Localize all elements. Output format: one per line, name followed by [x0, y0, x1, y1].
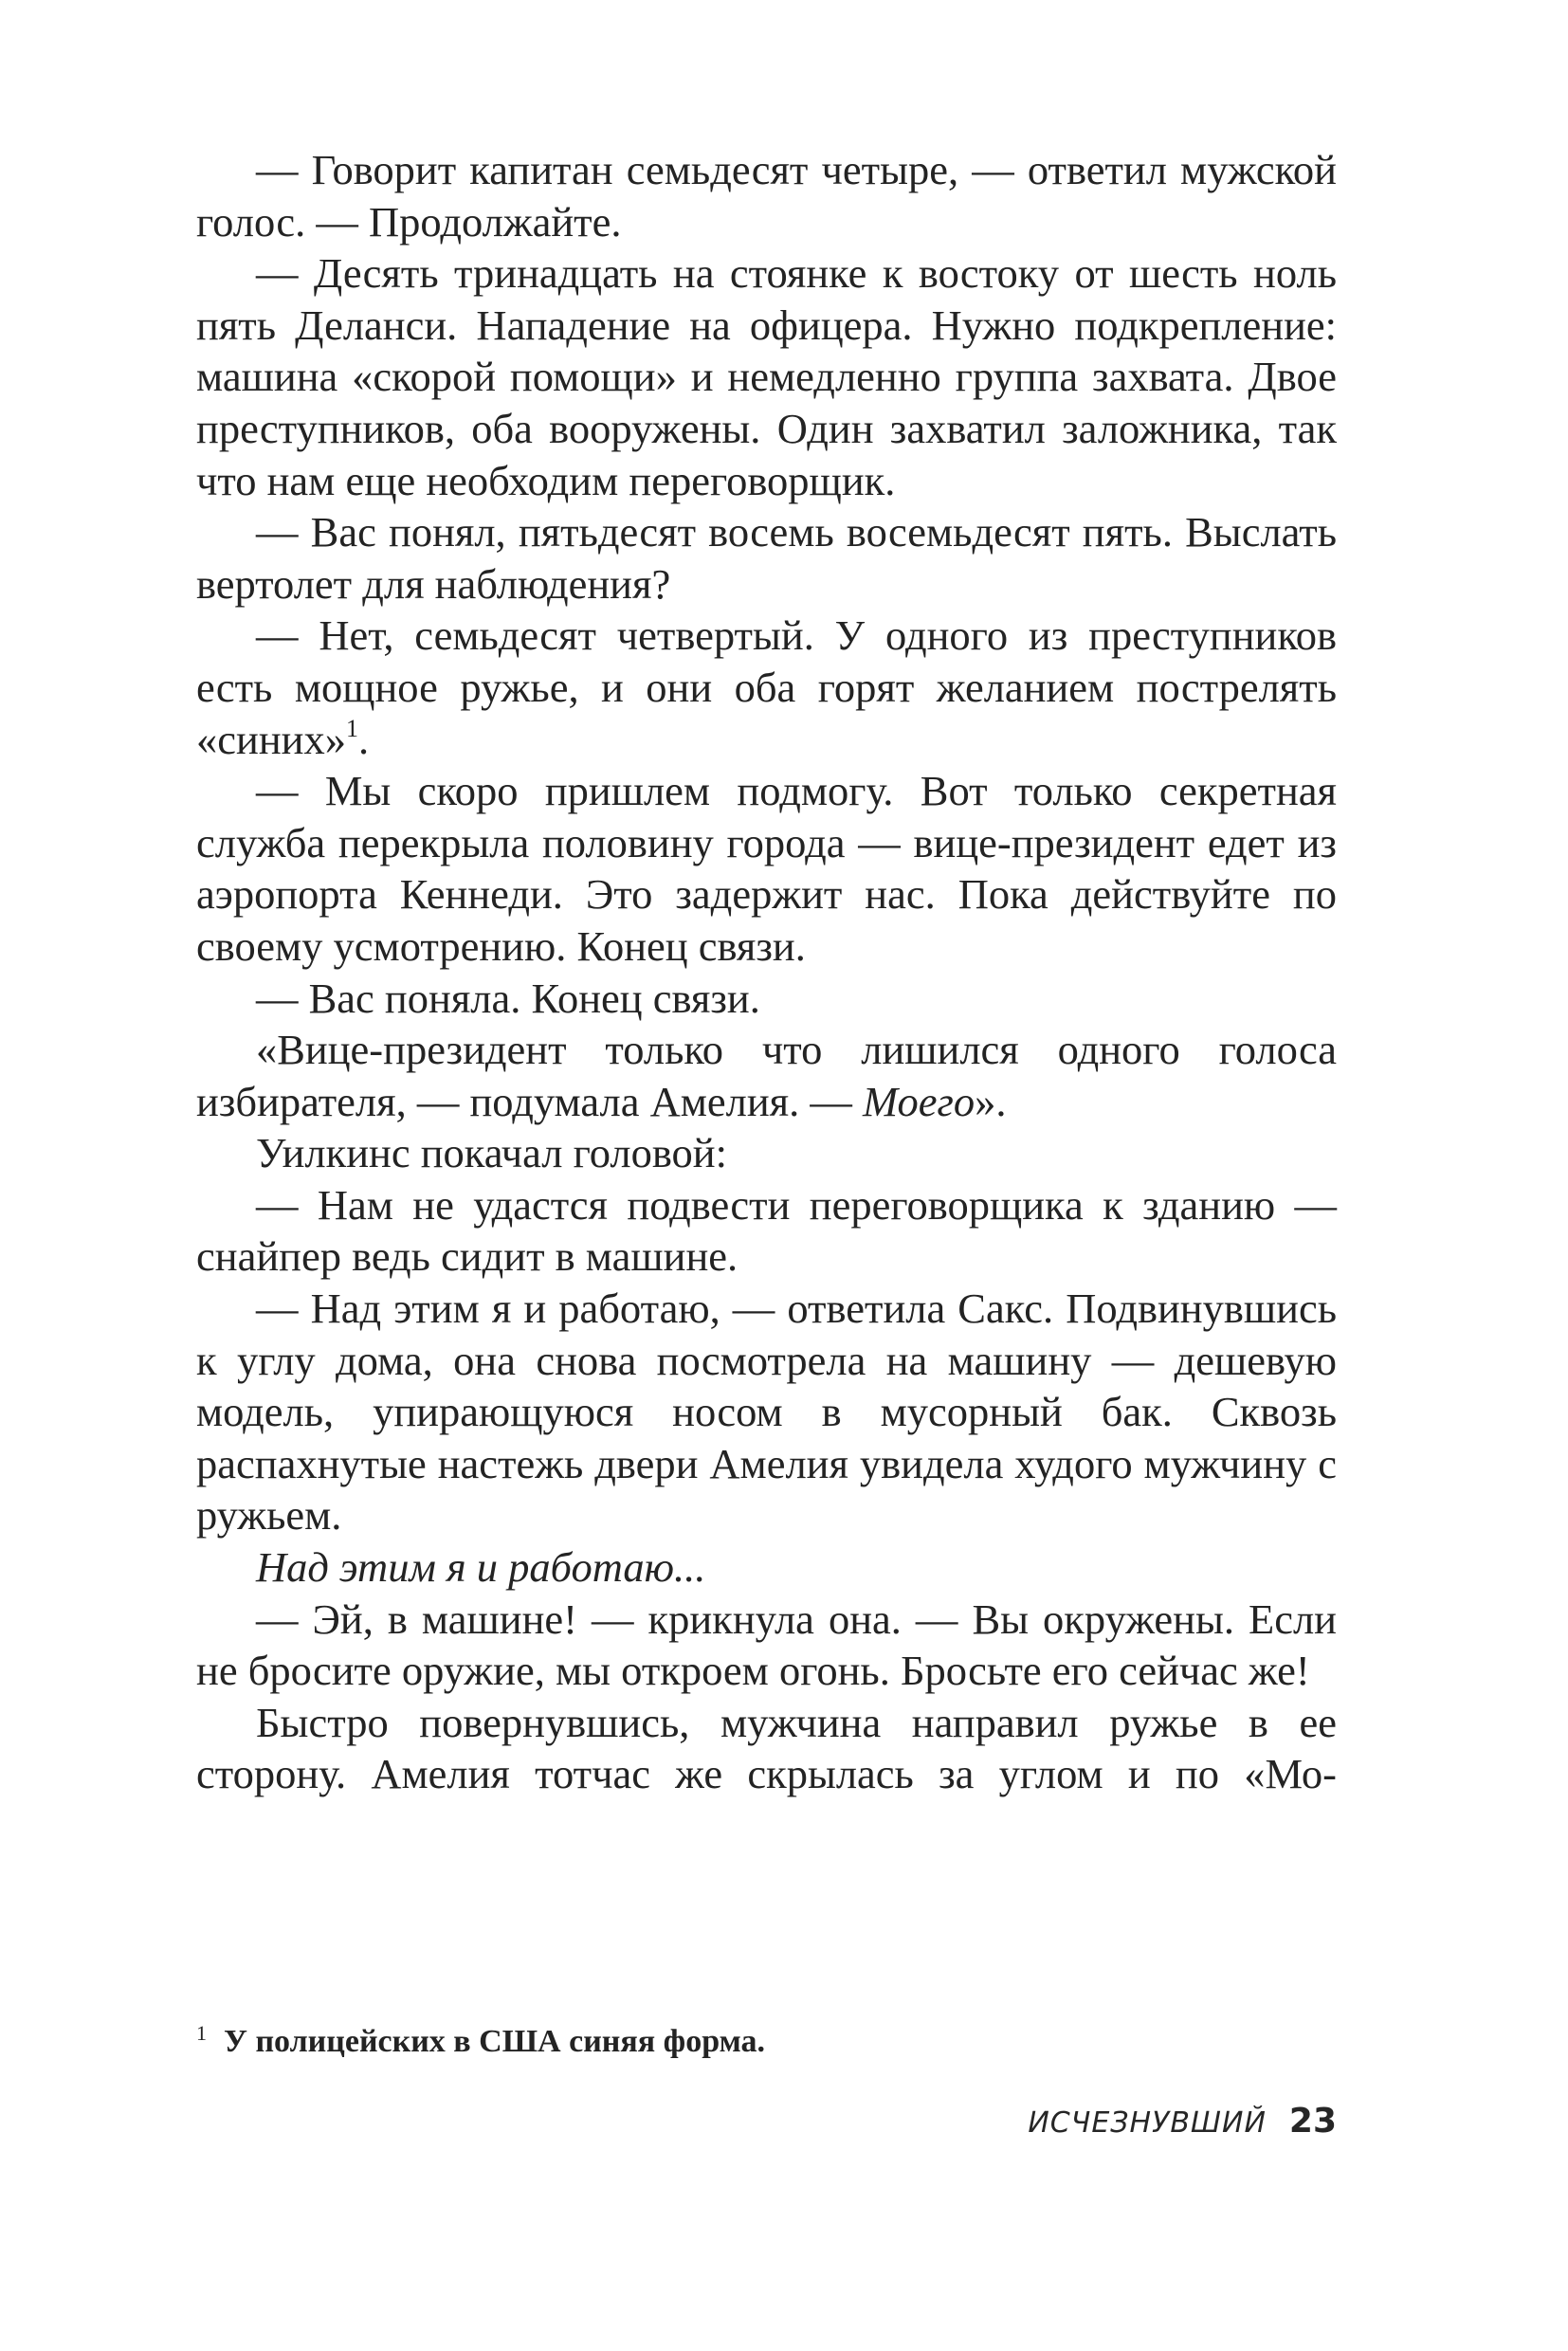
- paragraph-text: — Вас понял, пятьдесят восемь восемьдесят пять. Выслать вертолет для наблюдения?: [196, 508, 1337, 608]
- paragraph: [196, 1127, 1337, 1179]
- footnote-reference: 1: [345, 714, 358, 742]
- paragraph: [196, 1024, 1337, 1127]
- italic-paragraph: [196, 1541, 1337, 1594]
- paragraph: [196, 610, 1337, 765]
- paragraph: [196, 1283, 1337, 1541]
- paragraph-text: — Говорит капитан семьдесят четыре, — ответил мужской голос. — Продолжайте.: [196, 146, 1337, 246]
- paragraph-tail: ».: [975, 1077, 1007, 1125]
- paragraph: [196, 973, 1337, 1025]
- running-title: ИСЧЕЗНУВШИЙ: [1028, 2106, 1267, 2140]
- paragraph-text: — Нет, семьдесят четвертый. У одного из преступников есть мощное ружье, и они оба горят желанием пострелять «синих»: [196, 611, 1337, 763]
- paragraph: [196, 1179, 1337, 1283]
- italic-word: Моего: [863, 1077, 975, 1125]
- body-text: [196, 144, 1337, 1800]
- paragraph-tail: .: [357, 715, 370, 763]
- paragraph-text: — Вас поняла. Конец связи.: [256, 974, 760, 1022]
- paragraph-text: Быстро повернувшись, мужчина направил ружье в ее сторону. Амелия тотчас же скрылась за углом и по «Мо-: [196, 1698, 1337, 1798]
- paragraph-text: — Нам не удастся подвести переговорщика к зданию — снайпер ведь сидит в машине.: [196, 1180, 1337, 1281]
- paragraph-text: «Вице-президент только что лишился одного голоса избирателя, — подумала Амелия. —: [196, 1026, 1337, 1125]
- footnote-marker: 1: [196, 2021, 207, 2045]
- paragraph: [196, 1594, 1337, 1697]
- paragraph: [196, 506, 1337, 610]
- paragraph-text: — Над этим я и работаю, — ответила Сакс. Подвинувшись к углу дома, она снова посмотрела на машину — дешевую модель, упирающуюся носом в мусорный бак. Сквозь распахнутые настежь двери Амелия увидела худого мужчину с ружьем.: [196, 1285, 1337, 1540]
- paragraph: [196, 144, 1337, 247]
- footnote: [196, 2014, 1337, 2061]
- paragraph: [196, 765, 1337, 972]
- paragraph-text: Над этим я и работаю...: [256, 1543, 706, 1592]
- paragraph: [196, 247, 1337, 506]
- paragraph: [196, 1697, 1337, 1800]
- paragraph-text: Уилкинс покачал головой:: [256, 1129, 727, 1177]
- footnote-text: У полицейских в США синяя форма.: [224, 2024, 766, 2059]
- paragraph-text: — Мы скоро пришлем подмогу. Вот только секретная служба перекрыла половину города — вице-президент едет из аэропорта Кеннеди. Это задержит нас. Пока действуйте по своему усмотрению. Конец связи.: [196, 767, 1337, 970]
- page-number: 23: [1288, 2102, 1337, 2141]
- paragraph-text: — Эй, в машине! — крикнула она. — Вы окружены. Если не бросите оружие, мы откроем огонь. Бросьте его сейчас же!: [196, 1595, 1337, 1695]
- running-footer: [1028, 2102, 1337, 2141]
- paragraph-text: — Десять тринадцать на стоянке к востоку от шесть ноль пять Деланси. Нападение на офицера. Нужно подкрепление: машина «скорой помощи» и немедленно группа захвата. Двое преступников, оба вооружены. Один захватил заложника, так что нам еще необходим переговорщик.: [196, 249, 1337, 504]
